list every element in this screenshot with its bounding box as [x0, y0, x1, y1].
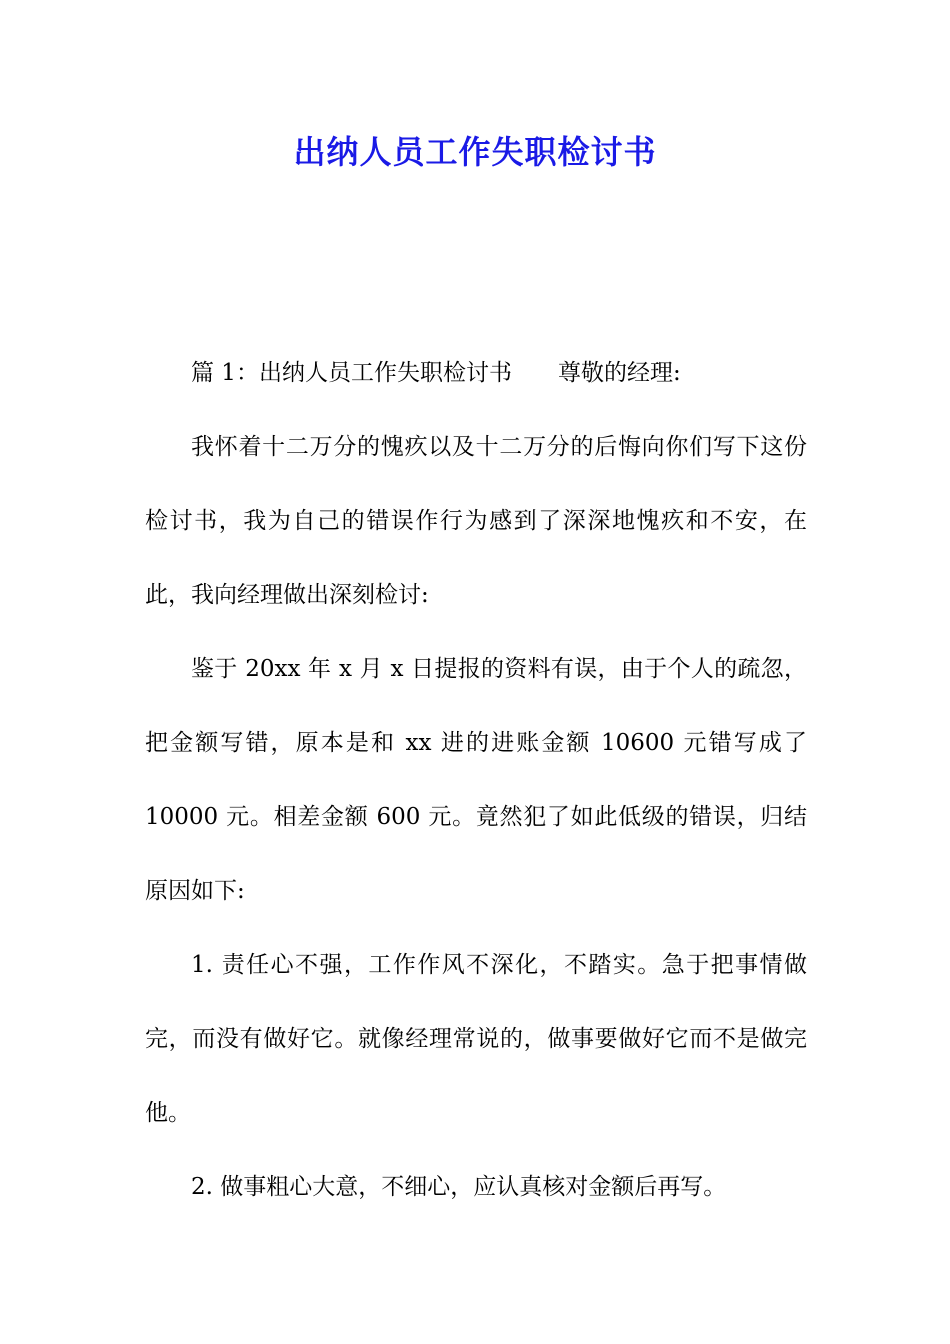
document-title: 出纳人员工作失职检讨书: [293, 133, 657, 171]
section-heading: 篇 1：出纳人员工作失职检讨书: [191, 360, 512, 386]
document-body: [145, 336, 807, 1224]
salutation: 尊敬的经理:: [557, 360, 681, 386]
paragraph-4: 2. 做事粗心大意，不细心，应认真核对金额后再写。: [191, 1174, 727, 1200]
paragraph-3: 1. 责任心不强，工作作风不深化，不踏实。急于把事情做完，而没有做好它。就像经理常说的，做事要做好它而不是做完他。: [145, 952, 807, 1126]
paragraph-2: 鉴于 20xx 年 x 月 x 日提报的资料有误，由于个人的疏忽，把金额写错，原本是和 xx 进的进账金额 10600 元错写成了10000 元。相差金额 600 元。竟然犯了如此低级的错误，归结原因如下:: [145, 656, 807, 904]
heading-paragraph: [145, 336, 807, 410]
paragraph-1: 我怀着十二万分的愧疚以及十二万分的后悔向你们写下这份检讨书，我为自己的错误作行为感到了深深地愧疚和不安，在此，我向经理做出深刻检讨:: [145, 434, 807, 608]
